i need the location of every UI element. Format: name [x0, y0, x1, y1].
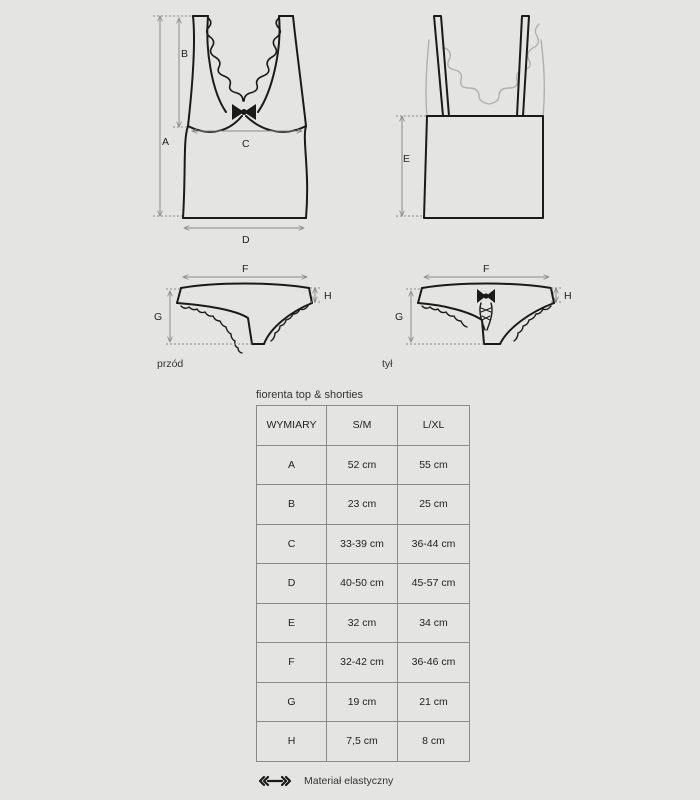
table-row [257, 603, 470, 643]
table-row [257, 682, 470, 722]
cell-lxl: 34 cm [398, 603, 470, 643]
label-G-back: G [395, 311, 404, 323]
table-row [257, 722, 470, 762]
label-H-back: H [564, 290, 572, 302]
label-D: D [242, 234, 250, 246]
row-label: H [257, 722, 327, 762]
label-B: B [181, 48, 189, 60]
label-F-front: F [242, 263, 249, 275]
label-F-back: F [483, 263, 490, 275]
front-bow-icon [232, 104, 256, 120]
cell-lxl: 45-57 cm [398, 564, 470, 604]
row-label: F [257, 643, 327, 683]
legend [258, 775, 393, 787]
cell-lxl: 21 cm [398, 682, 470, 722]
row-label: G [257, 682, 327, 722]
caption-back: tył [382, 358, 393, 370]
header-size-lxl: L/XL [398, 406, 470, 446]
elastic-arrows-icon [258, 775, 292, 787]
caption-front: przód [157, 358, 184, 370]
row-label: E [257, 603, 327, 643]
cell-sm: 32 cm [327, 603, 398, 643]
cell-sm: 40-50 cm [327, 564, 398, 604]
back-top-dimensions [396, 116, 426, 216]
table-header-row [257, 406, 470, 446]
table-row [257, 524, 470, 564]
table-row [257, 485, 470, 525]
label-E: E [403, 153, 411, 165]
label-G-front: G [154, 311, 163, 323]
label-H-front: H [324, 290, 332, 302]
table-row [257, 564, 470, 604]
front-top-drawing [183, 16, 307, 218]
row-label: C [257, 524, 327, 564]
cell-sm: 23 cm [327, 485, 398, 525]
product-title: fiorenta top & shorties [256, 389, 364, 401]
cell-lxl: 55 cm [398, 445, 470, 485]
row-label: A [257, 445, 327, 485]
cell-lxl: 36-46 cm [398, 643, 470, 683]
cell-sm: 32-42 cm [327, 643, 398, 683]
back-shorts-drawing [418, 284, 554, 345]
cell-lxl: 25 cm [398, 485, 470, 525]
row-label: D [257, 564, 327, 604]
header-size-sm: S/M [327, 406, 398, 446]
cell-sm: 33-39 cm [327, 524, 398, 564]
size-diagram [0, 0, 700, 380]
legend-text: Materiał elastyczny [304, 775, 394, 787]
label-C: C [242, 138, 250, 150]
front-shorts-drawing [177, 284, 312, 354]
cell-sm: 7,5 cm [327, 722, 398, 762]
size-table [256, 405, 470, 762]
table-row [257, 445, 470, 485]
back-bow-icon [477, 289, 495, 303]
row-label: B [257, 485, 327, 525]
cell-sm: 52 cm [327, 445, 398, 485]
header-measurements: WYMIARY [257, 406, 327, 446]
cell-sm: 19 cm [327, 682, 398, 722]
label-A: A [162, 136, 170, 148]
back-top-drawing [424, 16, 544, 218]
cell-lxl: 36-44 cm [398, 524, 470, 564]
cell-lxl: 8 cm [398, 722, 470, 762]
table-row [257, 643, 470, 683]
front-top-dimensions [153, 16, 304, 228]
